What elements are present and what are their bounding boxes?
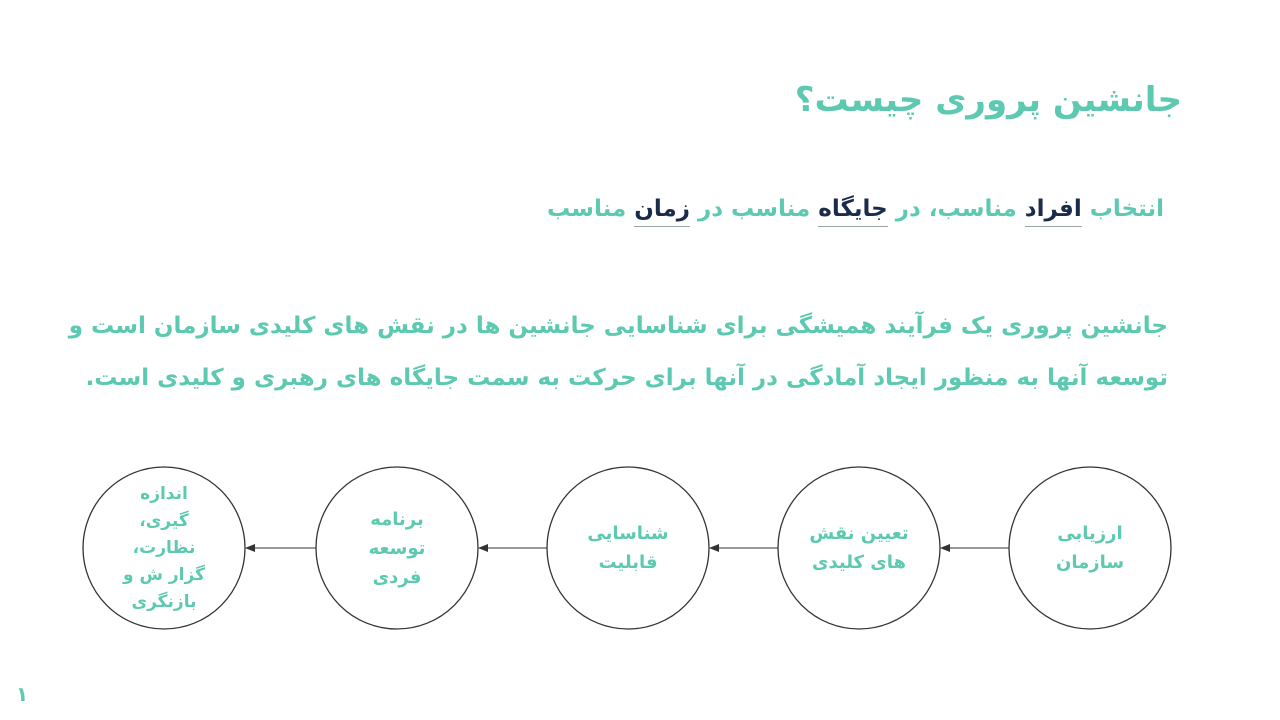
step-organization-assessment: ارزیابی سازمان (1055, 523, 1125, 573)
subtitle-word-position: جایگاه (818, 196, 887, 227)
subtitle-word-people: افراد (1025, 196, 1082, 227)
definition-line-1: جانشین پروری یک فرآیند همیشگی برای شناسایی جانشین ها در نقش های کلیدی سازمان است و (68, 313, 1168, 339)
subtitle-part-7: مناسب (547, 196, 635, 222)
page-number: ۱ (16, 682, 29, 706)
subtitle-part-5: مناسب در (690, 196, 819, 222)
subtitle-word-time: زمان (634, 196, 690, 227)
step-development-plan: برنامه توسعه فردی (368, 508, 426, 588)
subtitle-part-3: مناسب، در (887, 196, 1025, 222)
step-measurement-review: اندازه گیری، نظارت، گزار ش و بازنگری (123, 483, 205, 612)
definition-line-2: توسعه آنها به منظور ایجاد آمادگی در آنها برای حرکت به سمت جایگاه های رهبری و کلیدی است. (85, 365, 1168, 391)
subtitle-part-1: انتخاب (1081, 196, 1164, 222)
step-key-roles: تعیین نقش های کلیدی (809, 523, 909, 573)
page-title: جانشین پروری چیست؟ (794, 80, 1182, 120)
step-capability-identification: شناسایی قابلیت (587, 523, 669, 573)
